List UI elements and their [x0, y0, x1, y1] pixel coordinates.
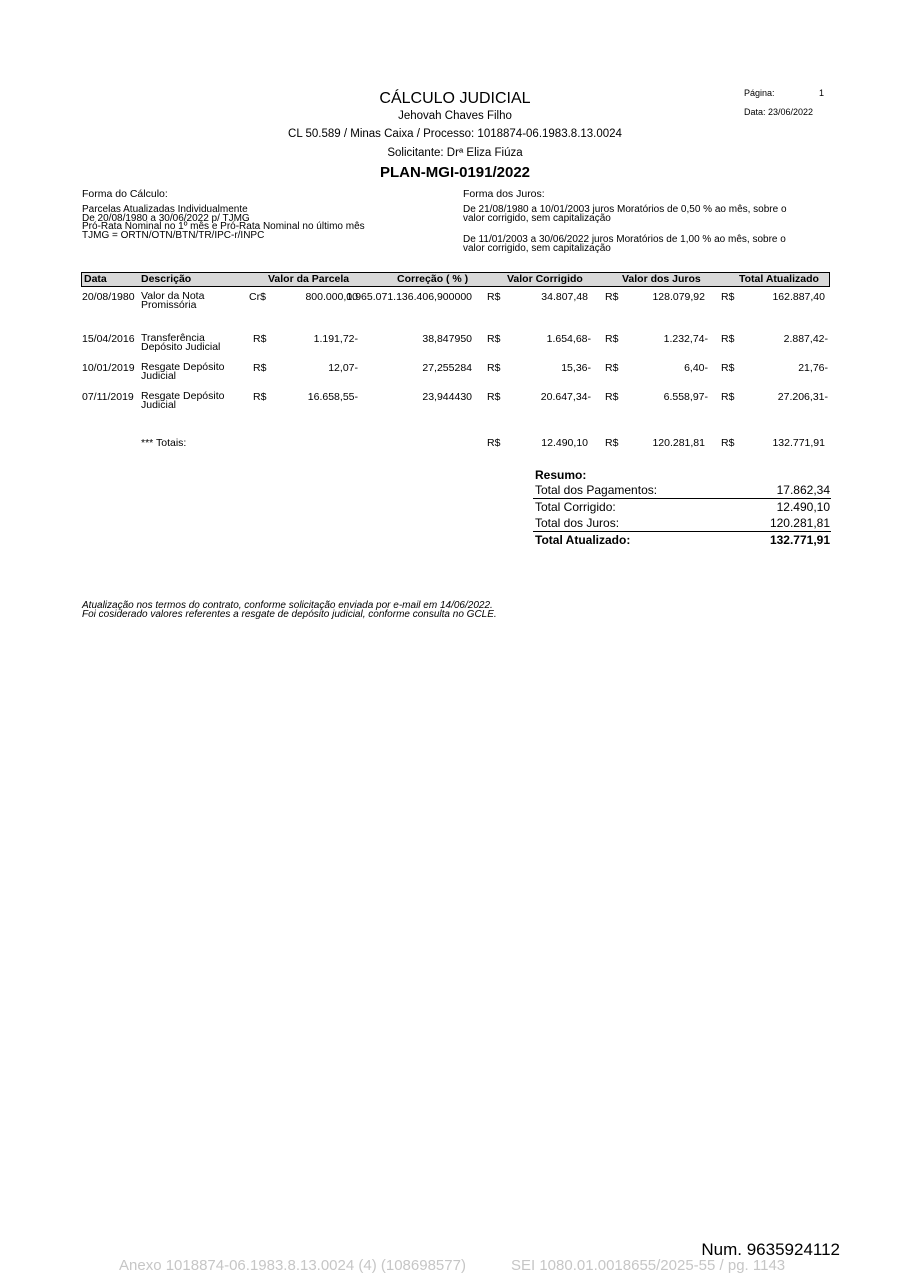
summary-value-total: 132.771,91	[769, 533, 830, 547]
row-currency: R$	[721, 391, 735, 403]
summary-value-payments: 17.862,34	[776, 483, 830, 497]
summary-label-payments: Total dos Pagamentos:	[535, 483, 658, 497]
note-line: Foi cosiderado valores referentes a resgate de depósito judicial, conforme consulta no GCLE.	[82, 609, 497, 620]
totals-total: 132.771,91	[772, 437, 825, 449]
page-number: 1	[819, 88, 825, 98]
row-currency: R$	[253, 391, 267, 403]
row-description-line: Promissória	[141, 299, 197, 311]
row-currency: R$	[605, 291, 619, 303]
col-header-description: Descrição	[141, 273, 192, 285]
calc-form-details	[82, 206, 365, 240]
row-date: 07/11/2019	[82, 391, 134, 403]
interest-period-2	[463, 236, 786, 253]
row-description-line: Depósito Judicial	[141, 341, 221, 353]
row-currency: R$	[721, 362, 735, 374]
row-currency: R$	[721, 437, 735, 449]
col-header-date: Data	[84, 273, 107, 285]
interest-line: De 21/08/1980 a 10/01/2003 juros Moratórios de 0,50 % ao mês, sobre o	[463, 204, 787, 215]
summary-value-corrected: 12.490,10	[776, 500, 830, 514]
row-currency: Cr$	[249, 291, 266, 303]
row-installment: 16.658,55-	[307, 391, 358, 403]
row-currency: R$	[253, 333, 267, 345]
print-date: Data: 23/06/2022	[744, 107, 814, 117]
sei-stamp: SEI 1080.01.0018655/2025-55 / pg. 1143	[511, 1257, 786, 1274]
row-description-line: Judicial	[141, 399, 177, 411]
calc-form-line: Parcelas Atualizadas Individualmente	[82, 204, 248, 215]
calc-form-line: Pró-Rata Nominal no 1º mês e Pró-Rata Nominal no último mês	[82, 221, 365, 232]
col-header-installment: Valor da Parcela	[268, 273, 350, 285]
row-total: 162.887,40	[772, 291, 825, 303]
row-interest: 6,40-	[684, 362, 708, 374]
notes	[82, 601, 497, 619]
summary-label-corrected: Total Corrigido:	[535, 500, 616, 514]
row-currency: R$	[487, 291, 501, 303]
row-installment: 12,07-	[328, 362, 358, 374]
requester-line: Solicitante: Drª Eliza Fiúza	[387, 147, 523, 159]
row-currency: R$	[605, 362, 619, 374]
calc-form-line: TJMG = ORTN/OTN/BTN/TR/IPC-r/INPC	[82, 229, 265, 241]
row-total: 2.887,42-	[783, 333, 828, 345]
annex-stamp: Anexo 1018874-06.1983.8.13.0024 (4) (108698577)	[119, 1257, 466, 1274]
row-total: 21,76-	[798, 362, 828, 374]
row-corrected: 20.647,34-	[540, 391, 591, 403]
row-description-line: Valor da Nota	[141, 290, 205, 302]
interest-period-1	[463, 206, 787, 223]
row-currency: R$	[721, 291, 735, 303]
row-currency: R$	[605, 437, 619, 449]
note-line: Atualização nos termos do contrato, conforme solicitação enviada por e-mail em 14/06/2022.	[82, 600, 493, 611]
col-header-total: Total Atualizado	[739, 273, 819, 285]
row-total: 27.206,31-	[777, 391, 828, 403]
row-currency: R$	[721, 333, 735, 345]
row-currency: R$	[253, 362, 267, 374]
row-date: 15/04/2016	[82, 333, 135, 345]
summary-value-interest: 120.281,81	[769, 516, 830, 530]
calc-form-label: Forma do Cálculo:	[82, 188, 168, 200]
row-description	[141, 292, 251, 310]
row-description	[141, 334, 251, 352]
interest-line: valor corrigido, sem capitalização	[463, 212, 611, 224]
summary-title: Resumo:	[535, 468, 587, 482]
process-line: CL 50.589 / Minas Caixa / Processo: 1018874-06.1983.8.13.0024	[288, 128, 622, 140]
interest-line: valor corrigido, sem capitalização	[463, 242, 611, 254]
row-correction: 1.965.071.136.406,900000	[346, 291, 472, 303]
row-currency: R$	[487, 437, 501, 449]
row-correction: 38,847950	[422, 333, 472, 345]
row-corrected: 34.807,48	[541, 291, 588, 303]
summary-divider	[533, 498, 831, 499]
interest-line: De 11/01/2003 a 30/06/2022 juros Moratórios de 1,00 % ao mês, sobre o	[463, 234, 786, 245]
row-currency: R$	[487, 333, 501, 345]
document-title: CÁLCULO JUDICIAL	[379, 90, 531, 107]
party-name: Jehovah Chaves Filho	[398, 110, 512, 122]
row-correction: 23,944430	[422, 391, 472, 403]
row-interest: 128.079,92	[652, 291, 705, 303]
row-description	[141, 363, 251, 381]
row-corrected: 1.654,68-	[546, 333, 591, 345]
totals-corrected: 12.490,10	[541, 437, 588, 449]
plan-code: PLAN-MGI-0191/2022	[379, 164, 531, 181]
row-date: 10/01/2019	[82, 362, 135, 374]
page-label: Página:	[744, 88, 775, 98]
row-description-line: Resgate Depósito	[141, 361, 225, 373]
row-currency: R$	[605, 333, 619, 345]
row-description-line: Resgate Depósito	[141, 390, 225, 402]
row-interest: 6.558,97-	[663, 391, 708, 403]
col-header-correction: Correção ( % )	[397, 273, 469, 285]
row-interest: 1.232,74-	[663, 333, 708, 345]
totals-label: *** Totais:	[141, 437, 187, 449]
row-installment: 800.000,00	[305, 291, 358, 303]
summary-label-interest: Total dos Juros:	[535, 516, 620, 530]
summary-label-total: Total Atualizado:	[535, 533, 631, 547]
row-currency: R$	[605, 391, 619, 403]
row-correction: 27,255284	[422, 362, 472, 374]
summary-divider	[533, 531, 831, 532]
row-description	[141, 392, 251, 410]
col-header-corrected: Valor Corrigido	[507, 273, 583, 285]
row-date: 20/08/1980	[82, 291, 135, 303]
row-installment: 1.191,72-	[313, 333, 358, 345]
interest-form-label: Forma dos Juros:	[463, 188, 545, 200]
row-currency: R$	[487, 391, 501, 403]
calc-form-line: De 20/08/1980 a 30/06/2022 p/ TJMG	[82, 212, 250, 224]
document-number: Num. 9635924112	[701, 1240, 840, 1259]
totals-interest: 120.281,81	[652, 437, 705, 449]
row-description-line: Transferência	[141, 332, 205, 344]
row-currency: R$	[487, 362, 501, 374]
row-corrected: 15,36-	[561, 362, 591, 374]
col-header-interest: Valor dos Juros	[622, 273, 701, 285]
row-description-line: Judicial	[141, 370, 177, 382]
